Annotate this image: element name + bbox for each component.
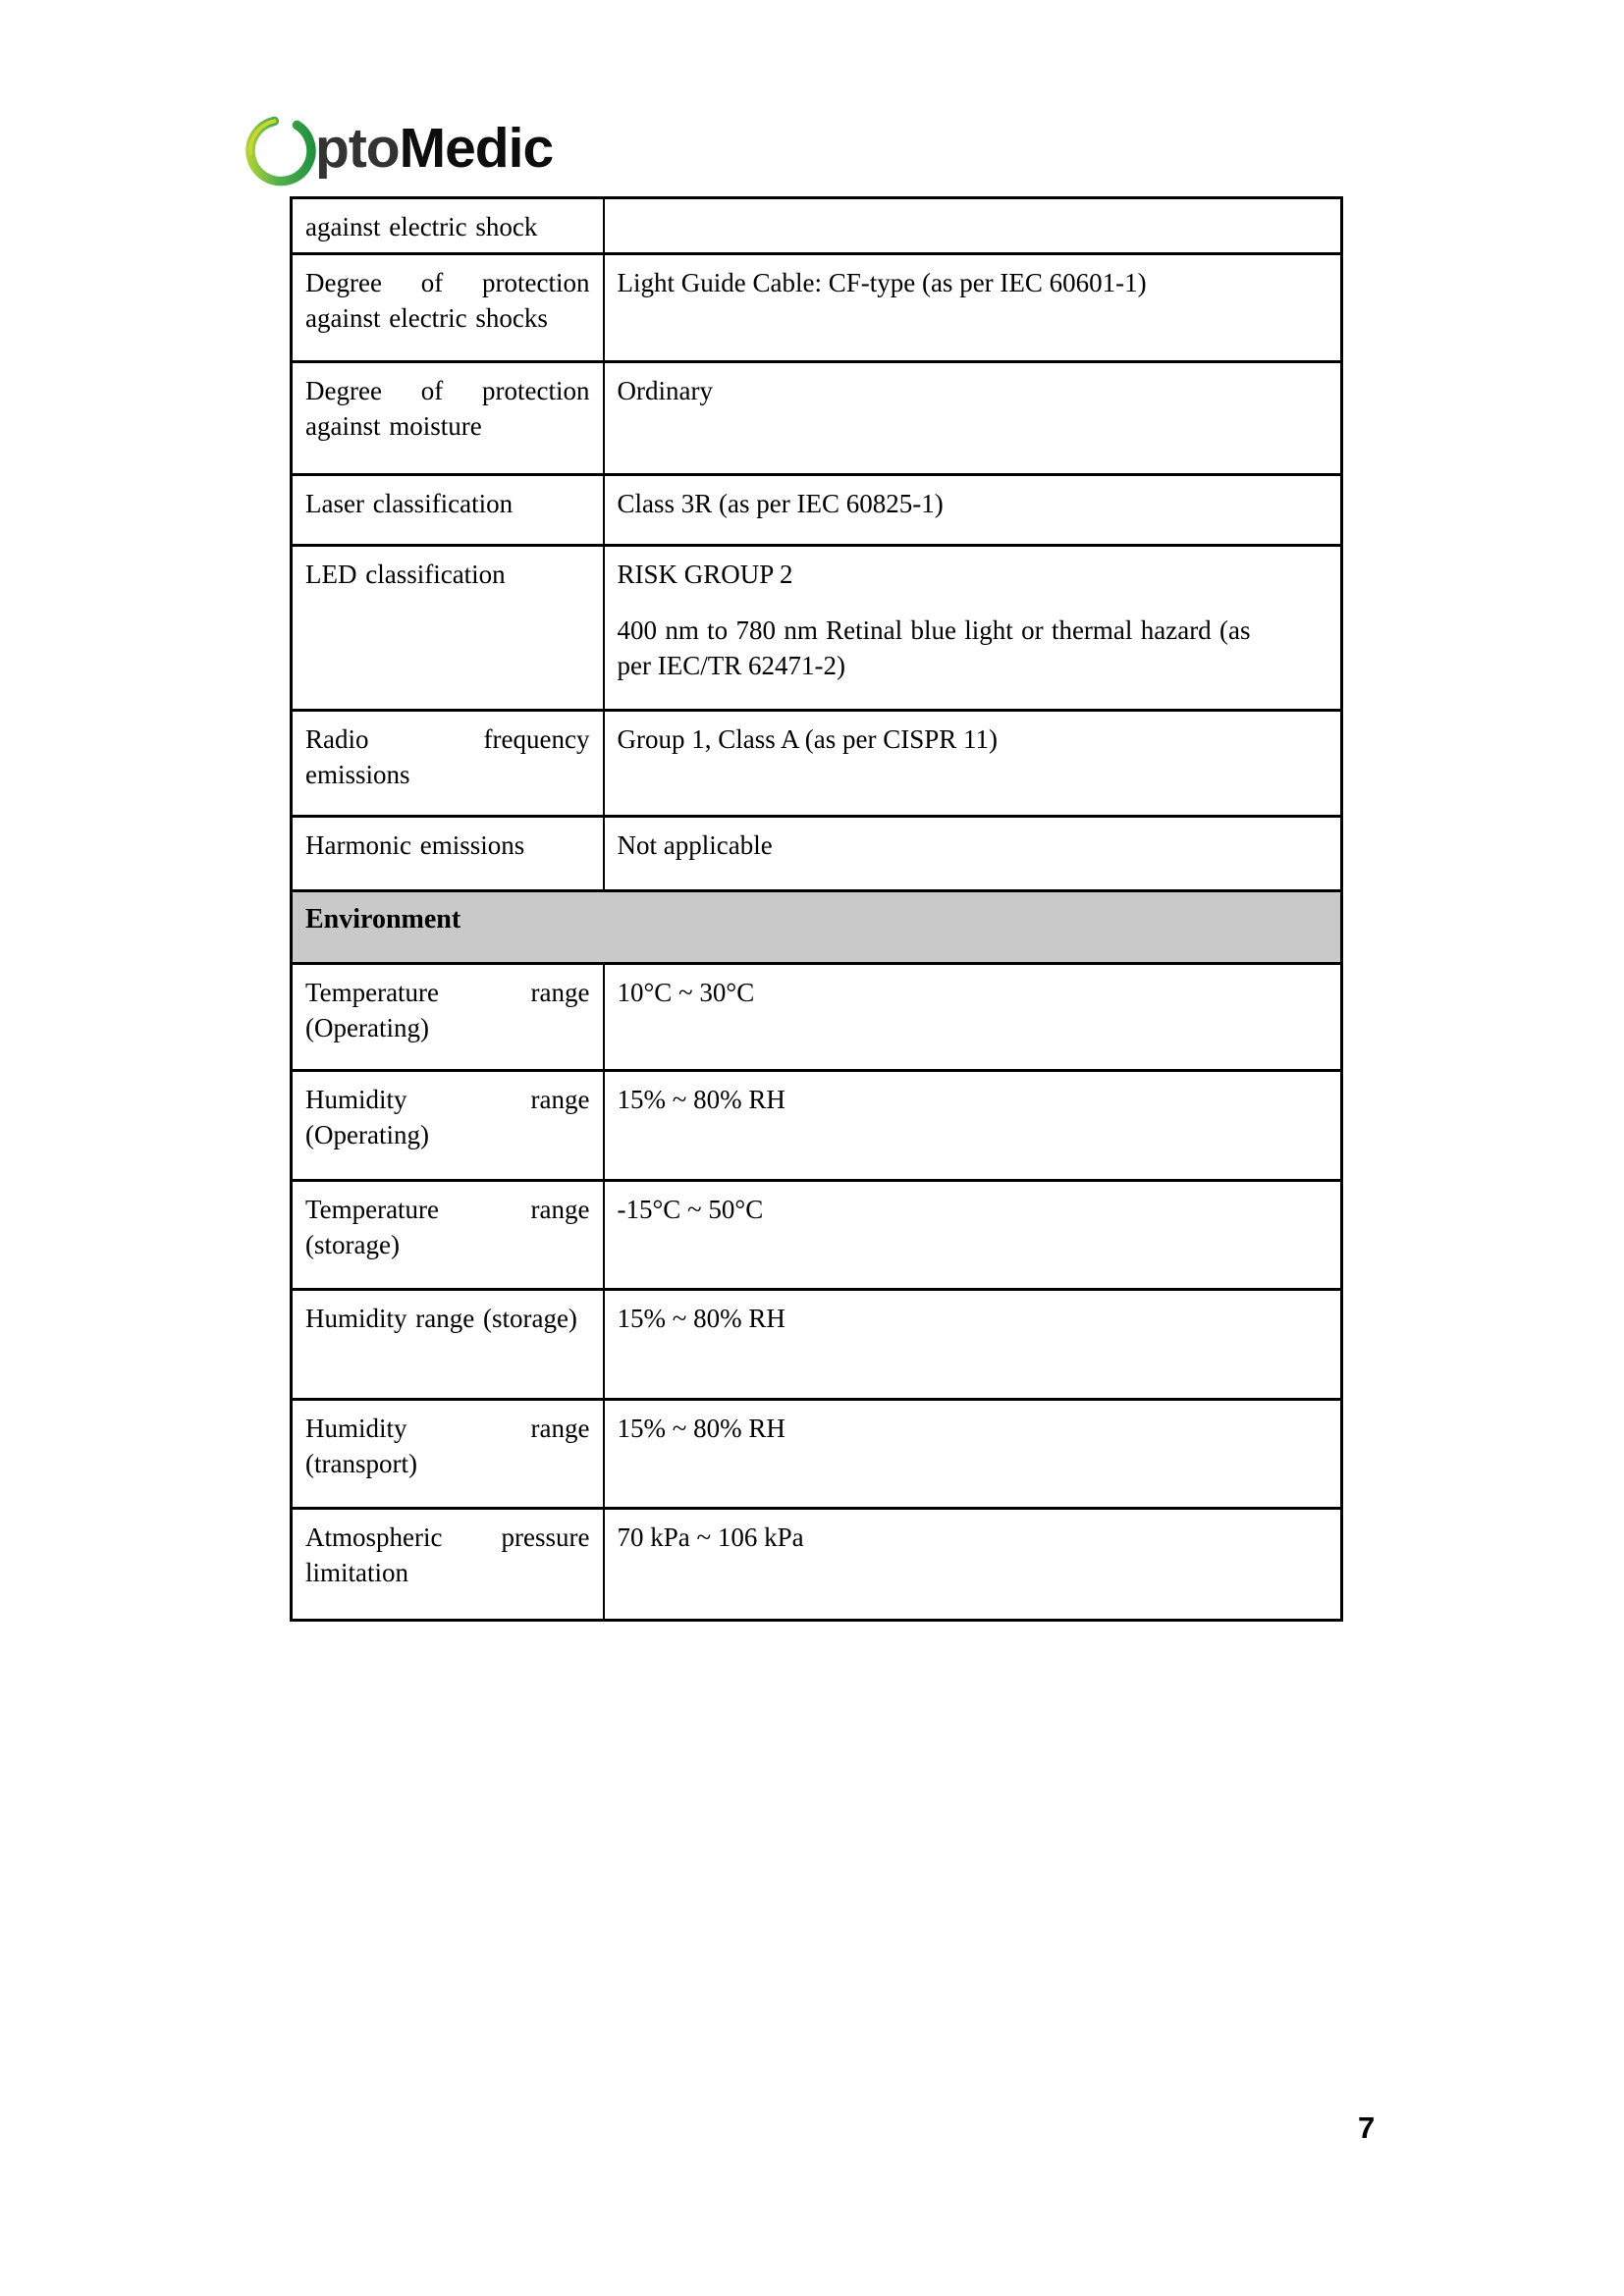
row-value-cell: 70 kPa ~ 106 kPa [604,1509,1342,1621]
table-row [292,546,1342,711]
led-risk-group: RISK GROUP 2 [617,560,793,589]
optomedic-logo [239,106,553,192]
row-label-cell: Laser classification [292,475,604,546]
logo-text-bold: Medic [399,117,554,180]
row-value-cell: -15°C ~ 50°C [604,1181,1342,1290]
row-value-cell [604,198,1342,254]
row-value-cell: 15% ~ 80% RH [604,1290,1342,1400]
row-label-cell: Radio frequency emissions [292,711,604,817]
row-label-cell: Atmospheric pressure limitation [292,1509,604,1621]
table-row [292,1290,1342,1400]
table-row [292,817,1342,891]
table-row [292,1181,1342,1290]
table-row [292,254,1342,362]
row-value-cell: 15% ~ 80% RH [604,1400,1342,1509]
row-label-cell: Temperature range (storage) [292,1181,604,1290]
row-label-cell: Harmonic emissions [292,817,604,891]
row-label-cell: Humidity range (Operating) [292,1071,604,1181]
row-value-cell: Ordinary [604,362,1342,475]
row-value-cell: 10°C ~ 30°C [604,964,1342,1071]
row-value-cell: Class 3R (as per IEC 60825-1) [604,475,1342,546]
row-label-cell: against electric shock [292,198,604,254]
led-hazard-note: 400 nm to 780 nm Retinal blue light or thermal hazard (as per IEC/TR 62471-2) [617,615,1251,680]
row-value-cell: Not applicable [604,817,1342,891]
row-label-cell: Humidity range (storage) [292,1290,604,1400]
row-value-cell: 15% ~ 80% RH [604,1071,1342,1181]
spec-table [290,196,1343,1622]
logo-text-regular: pto [315,117,400,180]
row-label-cell: Degree of protection against moisture [292,362,604,475]
row-label-cell: Humidity range (transport) [292,1400,604,1509]
row-value-cell [604,546,1342,711]
row-value-cell: Group 1, Class A (as per CISPR 11) [604,711,1342,817]
table-row [292,362,1342,475]
row-label-cell: Temperature range (Operating) [292,964,604,1071]
section-header-row [292,891,1342,964]
table-row [292,1400,1342,1509]
logo-text [315,116,553,181]
table-row [292,964,1342,1071]
row-value-cell: Light Guide Cable: CF-type (as per IEC 60601-1) [604,254,1342,362]
table-row [292,711,1342,817]
row-label-cell: LED classification [292,546,604,711]
row-label-cell: Degree of protection against electric shocks [292,254,604,362]
section-header: Environment [292,891,1342,964]
logo-swirl-icon [239,106,323,190]
table-row [292,475,1342,546]
table-row [292,198,1342,254]
table-row [292,1071,1342,1181]
page-number: 7 [1358,2110,1376,2145]
table-row [292,1509,1342,1621]
